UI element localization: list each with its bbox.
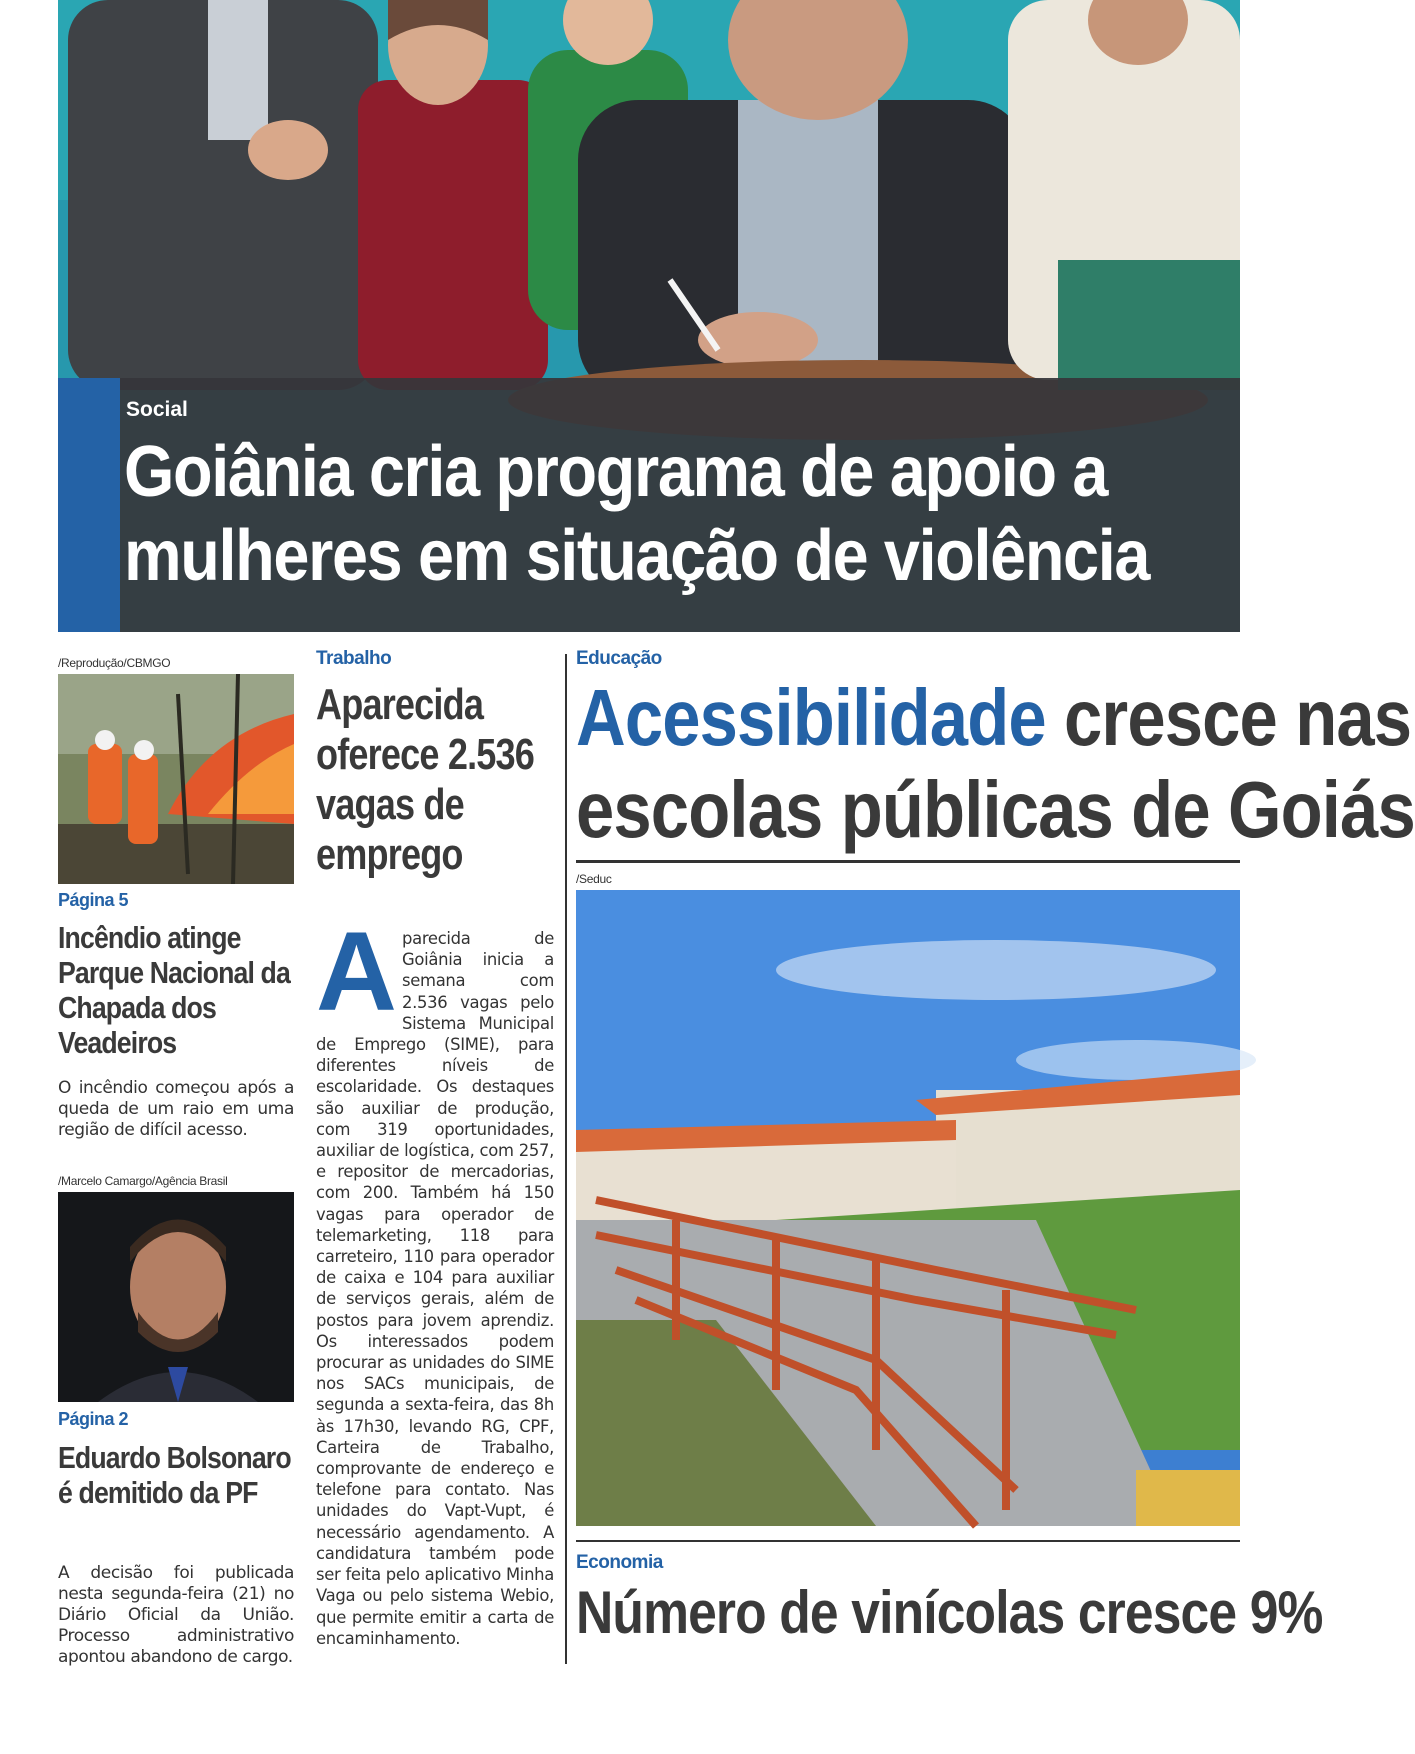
school-photo[interactable]: [576, 890, 1240, 1526]
hero-accent-bar: [58, 378, 120, 632]
economy-headline[interactable]: Número de vinícolas cresce 9%: [576, 1579, 1323, 1646]
headline-rest: cresce nas: [1045, 673, 1412, 762]
fire-summary: O incêndio começou após a queda de um raio em uma região de difícil acesso.: [58, 1078, 294, 1140]
photo-credit: /Marcelo Camargo/Agência Brasil: [58, 1174, 228, 1188]
headline-accent: Acessibilidade: [576, 673, 1046, 762]
portrait-illustration: [58, 1192, 294, 1402]
school-illustration: [576, 890, 1240, 1526]
section-kicker: Trabalho: [316, 648, 392, 669]
pf-headline[interactable]: Eduardo Bolsonaro é demitido da PF: [58, 1440, 291, 1510]
jobs-body-text: parecida de Goiânia inicia a semana com 2.536 vagas pelo Sistema Municipal de Emprego (SIME), para diferentes níveis de escolaridade. Os destaques são auxiliar de produção, com 319 oportunidades, auxiliar de logística, com 257, e repositor de mercadorias, com 200. Também há 150 vagas para operador de telemarketing, 118 para carreteiro, 110 para operador de caixa e 104 para auxiliar de serviços gerais, além de postos para jovem aprendiz. Os interessados podem procurar as unidades do SIME nos SACs municipais, de segunda a sexta-feira, das 8h às 17h30, levando RG, CPF, Carteira de Trabalho, comprovante de endereço e telefone para contato. Nas unidades do Vapt-Vupt, é necessário agendamento. A candidatura também pode ser feita pelo aplicativo Minha Vaga ou pelo sistema Webio, que permite emitir a carta de encaminhamento.: [316, 929, 554, 1648]
education-headline-line1: [576, 672, 1415, 764]
fire-photo[interactable]: [58, 674, 294, 884]
photo-credit: /Seduc: [576, 872, 612, 886]
fire-headline[interactable]: Incêndio atinge Parque Nacional da Chapada dos Veadeiros: [58, 920, 290, 1060]
pf-summary: A decisão foi publicada nesta segunda-feira (21) no Diário Oficial da União. Processo administrativo apontou abandono de cargo.: [58, 1563, 294, 1667]
photo-credit: /Reprodução/CBMGO: [58, 656, 171, 670]
hero-kicker: Social: [126, 398, 188, 421]
education-headline-line2: escolas públicas de Goiás: [576, 765, 1415, 854]
section-kicker: Educação: [576, 648, 662, 669]
column-divider: [565, 654, 567, 1664]
fire-illustration: [58, 674, 294, 884]
portrait-photo[interactable]: [58, 1192, 294, 1402]
section-kicker: Economia: [576, 1552, 663, 1573]
hero-headline-line1: Goiânia cria programa de apoio a: [124, 432, 1108, 512]
dropcap-spacer: [316, 928, 402, 1032]
education-headline[interactable]: [576, 672, 1415, 856]
hero-headline-line2: mulheres em situação de violência: [124, 516, 1150, 596]
section-rule: [576, 860, 1240, 863]
page-reference: Página 2: [58, 1409, 129, 1429]
jobs-headline[interactable]: Aparecida oferece 2.536 vagas de emprego: [316, 680, 535, 879]
section-rule: [576, 1540, 1240, 1542]
hero-headline[interactable]: [124, 430, 1150, 598]
jobs-body: [316, 928, 554, 1649]
drop-cap: A: [316, 909, 397, 1034]
page-reference: Página 5: [58, 890, 129, 910]
